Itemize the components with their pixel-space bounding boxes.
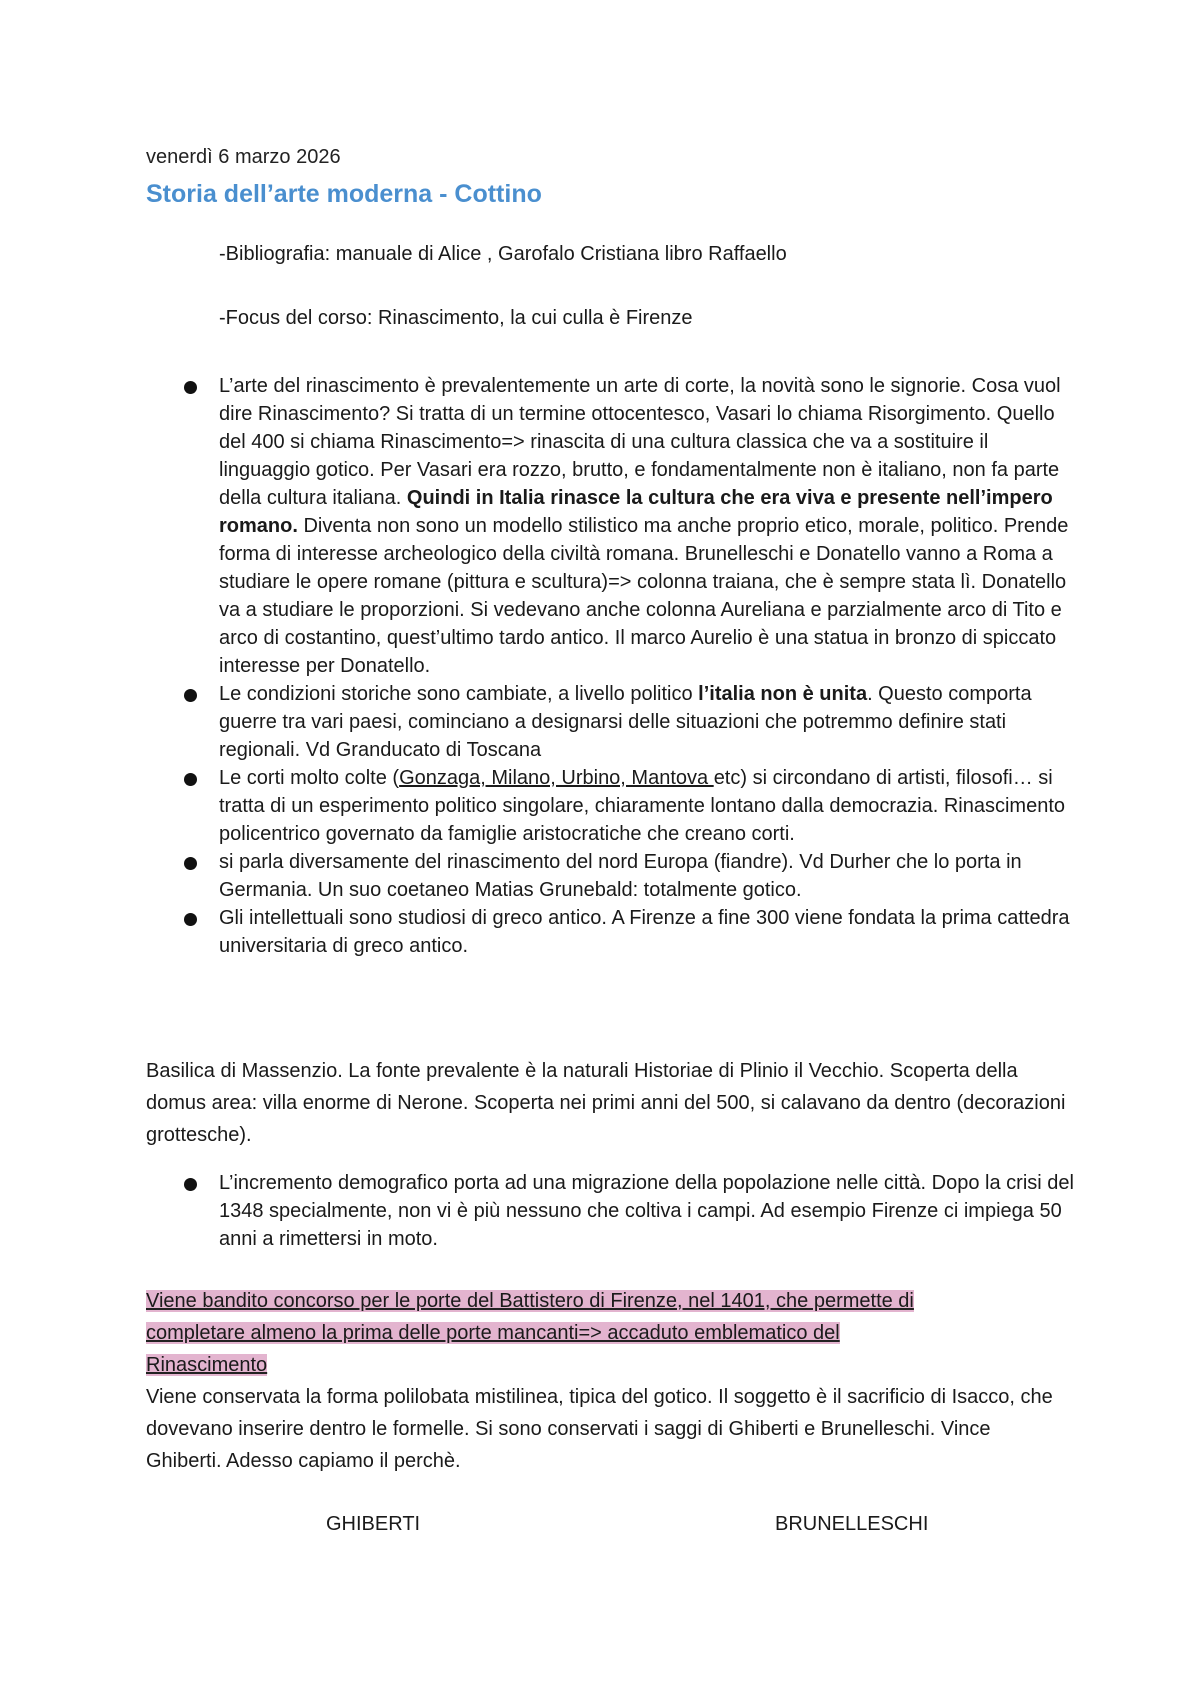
- highlighted-text: Rinascimento: [146, 1354, 268, 1376]
- list-item-bold-text: l’italia non è unita: [698, 683, 868, 705]
- bullet-icon: [184, 857, 197, 870]
- bullet-icon: [184, 913, 197, 926]
- list-item: [178, 1169, 1078, 1253]
- list-item-text: etc) si circondano di artisti, filosofi… si tratta di un esperimento politico singolare, chiaramente lontano dalla democrazia. Rinascimento policentrico governato da famiglie aristocratiche che creano corti.: [219, 767, 1066, 845]
- list-item-text: L’incremento demografico porta ad una migrazione della popolazione nelle città. Dopo la crisi del 1348 specialmente, non vi è più nessuno che coltiva i campi. Ad esempio Firenze ci impiega 50 anni a rimettersi in moto.: [219, 1172, 1074, 1250]
- paragraph-concorso: Viene conservata la forma polilobata mistilinea, tipica del gotico. Il soggetto è il sacrificio di Isacco, che dovevano inserire dentro le formelle. Si sono conservati i saggi di Ghiberti e Brunelleschi. Vince Ghiberti. Adesso capiamo il perchè.: [146, 1386, 1053, 1472]
- bullet-icon: [184, 381, 197, 394]
- column-heading-brunelleschi: BRUNELLESCHI: [775, 1513, 929, 1535]
- list-item-text: Gli intellettuali sono studiosi di greco antico. A Firenze a fine 300 viene fondata la prima cattedra universitaria di greco antico.: [219, 907, 1070, 957]
- list-item-text: si parla diversamente del rinascimento del nord Europa (fiandre). Vd Durher che lo porta in Germania. Un suo coetaneo Matias Grunebald: totalmente gotico.: [219, 851, 1022, 901]
- list-item-text: Le condizioni storiche sono cambiate, a livello politico: [219, 683, 699, 705]
- list-item-text: . Questo comporta guerre tra vari paesi, cominciano a designarsi delle situazioni che potremmo definire stati regionali. Vd Granducato di Toscana: [219, 683, 1032, 761]
- date-line: venerdì 6 marzo 2026: [146, 146, 341, 168]
- list-item: [178, 848, 1078, 904]
- highlighted-paragraph: [146, 1285, 1066, 1477]
- page-title: Storia dell’arte moderna - Cottino: [146, 180, 542, 208]
- bullet-list-secondary: [178, 1169, 1078, 1253]
- list-item-text: L’arte del rinascimento è prevalentemente un arte di corte, la novità sono le signorie. Cosa vuol dire Rinascimento? Si tratta di un termine ottocentesco, Vasari lo chiama Risorgimento. Quello del 400 si chiama Rinascimento=> rinascita di una cultura classica che va a sostituire il linguaggio gotico. Per Vasari era rozzo, brutto, e fondamentalmente non è italiano, non fa parte della cultura italiana.: [219, 375, 1061, 509]
- list-item-bold-text: Quindi in Italia rinasce la cultura che era viva e presente nell’impero romano.: [219, 487, 1053, 537]
- list-item-text: Le corti molto colte (: [219, 767, 400, 789]
- list-item: [178, 904, 1078, 960]
- column-heading-ghiberti: GHIBERTI: [326, 1513, 421, 1535]
- highlighted-text: Viene bandito concorso per le porte del Battistero di Firenze, nel 1401, che permette di: [146, 1290, 914, 1312]
- bullet-list-main: [178, 372, 1078, 960]
- highlighted-text: completare almeno la prima delle porte mancanti=> accaduto emblematico del: [146, 1322, 840, 1344]
- bullet-icon: [184, 1178, 197, 1191]
- focus-line: -Focus del corso: Rinascimento, la cui culla è Firenze: [219, 307, 693, 329]
- list-item: [178, 764, 1078, 848]
- list-item: [178, 372, 1078, 680]
- list-item: [178, 680, 1078, 764]
- underlined-text: Gonzaga, Milano, Urbino, Mantova: [399, 767, 714, 789]
- paragraph-basilica: Basilica di Massenzio. La fonte prevalente è la naturali Historiae di Plinio il Vecchio. Scoperta della domus area: villa enorme di Nerone. Scoperta nei primi anni del 500, si calavano da dentro (decorazioni grottesche).: [146, 1060, 1066, 1146]
- bullet-icon: [184, 689, 197, 702]
- bullet-icon: [184, 773, 197, 786]
- bibliography-line: -Bibliografia: manuale di Alice , Garofalo Cristiana libro Raffaello: [219, 243, 787, 265]
- list-item-text: Diventa non sono un modello stilistico ma anche proprio etico, morale, politico. Prende forma di interesse archeologico della civiltà romana. Brunelleschi e Donatello vanno a Roma a studiare le opere romane (pittura e scultura)=> colonna traiana, che è sempre stata lì. Donatello va a studiare le proporzioni. Si vedevano anche colonna Aureliana e parzialmente arco di Tito e arco di costantino, quest’ultimo tardo antico. Il marco Aurelio è una statua in bronzo di spiccato interesse per Donatello.: [219, 515, 1069, 677]
